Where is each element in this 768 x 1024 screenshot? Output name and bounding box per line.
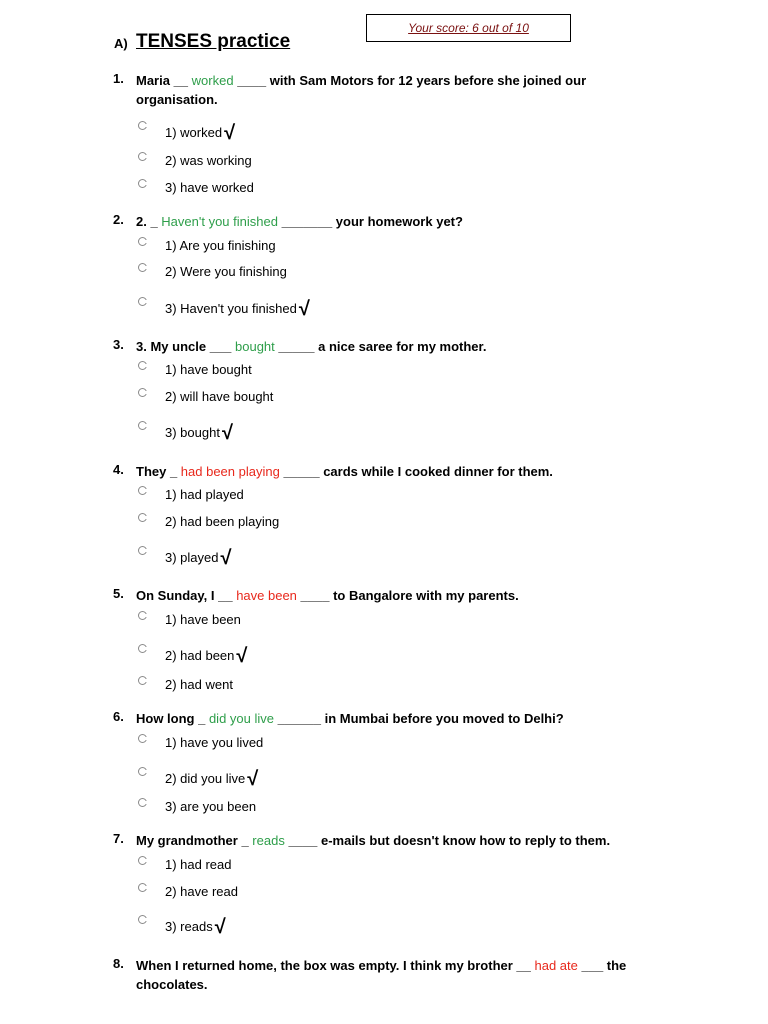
option-label[interactable]: [165, 612, 241, 627]
question-text: [136, 956, 656, 994]
question-text: [136, 709, 656, 728]
question-number: 1.: [113, 71, 124, 86]
question-text: [136, 337, 656, 356]
option-text: 3) played: [165, 550, 219, 565]
given-answer: had been playing: [180, 464, 280, 479]
radio-button[interactable]: [138, 734, 147, 743]
option-label[interactable]: [165, 677, 233, 692]
option-label[interactable]: [165, 547, 231, 570]
option-label[interactable]: [165, 514, 279, 529]
option-label[interactable]: [165, 799, 256, 814]
question-text: [136, 831, 656, 850]
question-number: 4.: [113, 462, 124, 477]
radio-button[interactable]: [138, 486, 147, 495]
radio-button[interactable]: [138, 179, 147, 188]
option-label[interactable]: [165, 857, 232, 872]
question-number: 6.: [113, 709, 124, 724]
option-label[interactable]: [165, 916, 226, 939]
question-text-after: _____ a nice saree for my mother.: [274, 339, 487, 354]
question-number: 2.: [113, 212, 124, 227]
radio-button[interactable]: [138, 644, 147, 653]
radio-button[interactable]: [138, 798, 147, 807]
radio-button[interactable]: [138, 513, 147, 522]
question-text-before: On Sunday, I __: [136, 588, 237, 603]
option-text: 1) have bought: [165, 362, 252, 377]
radio-button[interactable]: [138, 388, 147, 397]
radio-button[interactable]: [138, 915, 147, 924]
question-text: [136, 212, 656, 231]
option-text: 2) did you live: [165, 771, 246, 786]
question-text-after: _____ cards while I cooked dinner for them.: [279, 464, 553, 479]
radio-button[interactable]: [138, 611, 147, 620]
option-label[interactable]: [165, 264, 287, 279]
question-text-before: 2. _: [136, 214, 162, 229]
option-text: 1) have been: [165, 612, 241, 627]
option-text: 1) had played: [165, 487, 244, 502]
question-text: [136, 586, 656, 605]
question-text-before: They _: [136, 464, 181, 479]
option-label[interactable]: [165, 645, 247, 668]
section-title: TENSES practice: [136, 31, 291, 52]
radio-button[interactable]: [138, 767, 147, 776]
question-text-after: ___ the chocolates.: [136, 958, 627, 992]
given-answer: Haven't you finished: [161, 214, 278, 229]
option-label[interactable]: [165, 768, 258, 791]
question-text-before: How long _: [136, 711, 209, 726]
question-text-after: ____ with Sam Motors for 12 years before she joined our organisation.: [136, 73, 587, 107]
option-label[interactable]: [165, 884, 238, 899]
check-mark-icon: √: [247, 768, 259, 790]
question-text-before: When I returned home, the box was empty. I think my brother __: [136, 958, 535, 973]
option-text: 3) bought: [165, 425, 220, 440]
option-label[interactable]: [165, 180, 254, 195]
option-label[interactable]: [165, 298, 310, 321]
option-text: 2) Were you finishing: [165, 264, 287, 279]
given-answer: reads: [252, 833, 285, 848]
question-text: [136, 462, 656, 481]
given-answer: have been: [236, 588, 297, 603]
check-mark-icon: √: [221, 422, 233, 444]
option-text: 2) had went: [165, 677, 233, 692]
given-answer: bought: [235, 339, 275, 354]
option-text: 1) Are you finishing: [165, 238, 276, 253]
option-label[interactable]: [165, 153, 252, 168]
option-text: 2) have read: [165, 884, 238, 899]
check-mark-icon: √: [214, 916, 226, 938]
radio-button[interactable]: [138, 361, 147, 370]
option-text: 1) worked: [165, 125, 223, 140]
option-text: 3) are you been: [165, 799, 257, 814]
check-mark-icon: √: [298, 298, 310, 320]
option-label[interactable]: [165, 422, 233, 445]
question-text-after: ____ e-mails but doesn't know how to reply to them.: [284, 833, 611, 848]
question-text-after: _______ your homework yet?: [277, 214, 463, 229]
option-text: 2) will have bought: [165, 389, 274, 404]
score-box: Your score: 6 out of 10: [366, 14, 571, 42]
question-number: 7.: [113, 831, 124, 846]
question-text-before: Maria __: [136, 73, 192, 88]
check-mark-icon: √: [224, 122, 236, 144]
given-answer: did you live: [208, 711, 274, 726]
check-mark-icon: √: [236, 645, 248, 667]
question-text-after: ____ to Bangalore with my parents.: [296, 588, 519, 603]
option-text: 2) had been playing: [165, 514, 280, 529]
radio-button[interactable]: [138, 152, 147, 161]
given-answer: worked: [191, 73, 234, 88]
radio-button[interactable]: [138, 546, 147, 555]
radio-button[interactable]: [138, 856, 147, 865]
question-text-before: 3. My uncle ___: [136, 339, 235, 354]
question-number: 8.: [113, 956, 124, 971]
given-answer: had ate: [534, 958, 578, 973]
option-label[interactable]: [165, 389, 273, 404]
option-label[interactable]: [165, 487, 244, 502]
option-label[interactable]: [165, 122, 235, 145]
option-text: 2) had been: [165, 648, 235, 663]
radio-button[interactable]: [138, 676, 147, 685]
option-label[interactable]: [165, 238, 276, 253]
option-text: 1) had read: [165, 857, 232, 872]
radio-button[interactable]: [138, 121, 147, 130]
question-text: [136, 71, 656, 109]
radio-button[interactable]: [138, 297, 147, 306]
question-number: 3.: [113, 337, 124, 352]
question-text-after: ______ in Mumbai before you moved to Delhi?: [274, 711, 564, 726]
radio-button[interactable]: [138, 883, 147, 892]
question-text-before: My grandmother _: [136, 833, 253, 848]
question-number: 5.: [113, 586, 124, 601]
option-label[interactable]: [165, 735, 263, 750]
option-text: 1) have you lived: [165, 735, 264, 750]
check-mark-icon: √: [220, 547, 232, 569]
option-text: 2) was working: [165, 153, 252, 168]
option-label[interactable]: [165, 362, 252, 377]
radio-button[interactable]: [138, 237, 147, 246]
radio-button[interactable]: [138, 263, 147, 272]
option-text: 3) reads: [165, 919, 213, 934]
option-text: 3) have worked: [165, 180, 254, 195]
option-text: 3) Haven't you finished: [165, 301, 297, 316]
section-letter: A): [114, 36, 128, 51]
radio-button[interactable]: [138, 421, 147, 430]
